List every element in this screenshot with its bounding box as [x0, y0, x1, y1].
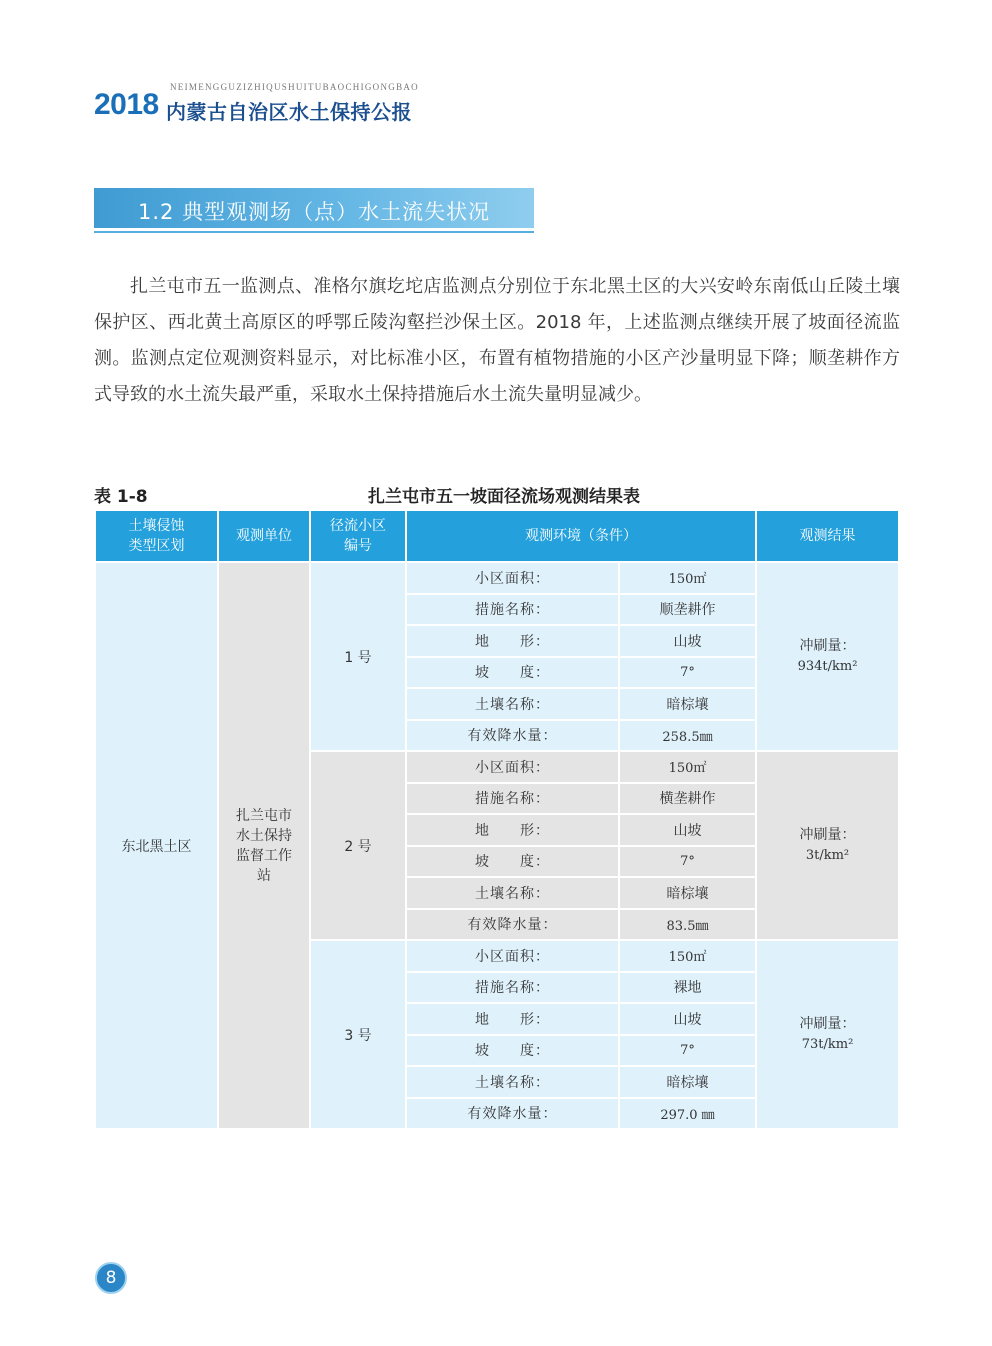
plot-id-3: 3 号 — [310, 940, 406, 1129]
param-value: 山坡 — [619, 625, 756, 657]
param-label: 措施名称： — [406, 594, 619, 626]
param-label: 地 形： — [406, 1003, 619, 1035]
param-label: 措施名称： — [406, 783, 619, 815]
param-value: 7° — [619, 1035, 756, 1067]
header-region: 土壤侵蚀 类型区划 — [95, 510, 218, 562]
param-label: 有效降水量： — [406, 1098, 619, 1130]
param-label: 土壤名称： — [406, 877, 619, 909]
header-environment: 观测环境（条件） — [406, 510, 756, 562]
param-value: 暗棕壤 — [619, 688, 756, 720]
table-number: 表 1-8 — [94, 487, 148, 507]
param-label: 坡 度： — [406, 657, 619, 689]
table-row — [95, 562, 899, 594]
header-result: 观测结果 — [756, 510, 899, 562]
param-label: 地 形： — [406, 814, 619, 846]
param-label: 土壤名称： — [406, 1066, 619, 1098]
param-value: 83.5㎜ — [619, 909, 756, 941]
header-year: 2018 — [94, 88, 159, 121]
param-value: 顺垄耕作 — [619, 594, 756, 626]
result-cell-1: 冲刷量： 934t/km² — [756, 562, 899, 751]
param-value: 150㎡ — [619, 562, 756, 594]
region-cell: 东北黑土区 — [95, 562, 218, 1129]
header-title: 内蒙古自治区水土保持公报 — [166, 100, 412, 124]
param-label: 坡 度： — [406, 1035, 619, 1067]
observation-results-table — [94, 509, 900, 1130]
param-value: 150㎡ — [619, 751, 756, 783]
result-cell-2: 冲刷量： 3t/km² — [756, 751, 899, 940]
param-label: 坡 度： — [406, 846, 619, 878]
body-paragraph: 扎兰屯市五一监测点、准格尔旗圪坨店监测点分别位于东北黑土区的大兴安岭东南低山丘陵土壤保护区、西北黄土高原区的呼鄂丘陵沟壑拦沙保土区。2018 年，上述监测点继续开展了坡面径流监测。监测点定位观测资料显示，对比标准小区，布置有植物措施的小区产沙量明显下降；顺垄耕作方式导致的水土流失最严重，采取水土保持措施后水土流失量明显减少。 — [94, 276, 900, 405]
page-number: 8 — [95, 1262, 127, 1294]
param-value: 258.5㎜ — [619, 720, 756, 752]
result-cell-3: 冲刷量： 73t/km² — [756, 940, 899, 1129]
header-pinyin: NEIMENGGUZIZHIQUSHUITUBAOCHIGONGBAO — [170, 82, 419, 92]
header-unit: 观测单位 — [218, 510, 310, 562]
param-value: 7° — [619, 846, 756, 878]
param-label: 土壤名称： — [406, 688, 619, 720]
param-label: 有效降水量： — [406, 909, 619, 941]
param-value: 297.0 ㎜ — [619, 1098, 756, 1130]
table-header-row — [95, 510, 899, 562]
param-label: 措施名称： — [406, 972, 619, 1004]
section-title: 1.2 典型观测场（点）水土流失状况 — [138, 200, 491, 224]
param-value: 山坡 — [619, 1003, 756, 1035]
param-label: 小区面积： — [406, 562, 619, 594]
param-label: 小区面积： — [406, 751, 619, 783]
unit-cell: 扎兰屯市 水土保持 监督工作 站 — [218, 562, 310, 1129]
param-value: 7° — [619, 657, 756, 689]
param-value: 暗棕壤 — [619, 877, 756, 909]
param-label: 有效降水量： — [406, 720, 619, 752]
table-title: 扎兰屯市五一坡面径流场观测结果表 — [368, 487, 640, 507]
param-value: 暗棕壤 — [619, 1066, 756, 1098]
param-value: 裸地 — [619, 972, 756, 1004]
plot-id-2: 2 号 — [310, 751, 406, 940]
header-plot: 径流小区 编号 — [310, 510, 406, 562]
param-value: 山坡 — [619, 814, 756, 846]
param-label: 小区面积： — [406, 940, 619, 972]
plot-id-1: 1 号 — [310, 562, 406, 751]
param-value: 横垄耕作 — [619, 783, 756, 815]
param-value: 150㎡ — [619, 940, 756, 972]
param-label: 地 形： — [406, 625, 619, 657]
section-title-underline — [94, 231, 534, 233]
